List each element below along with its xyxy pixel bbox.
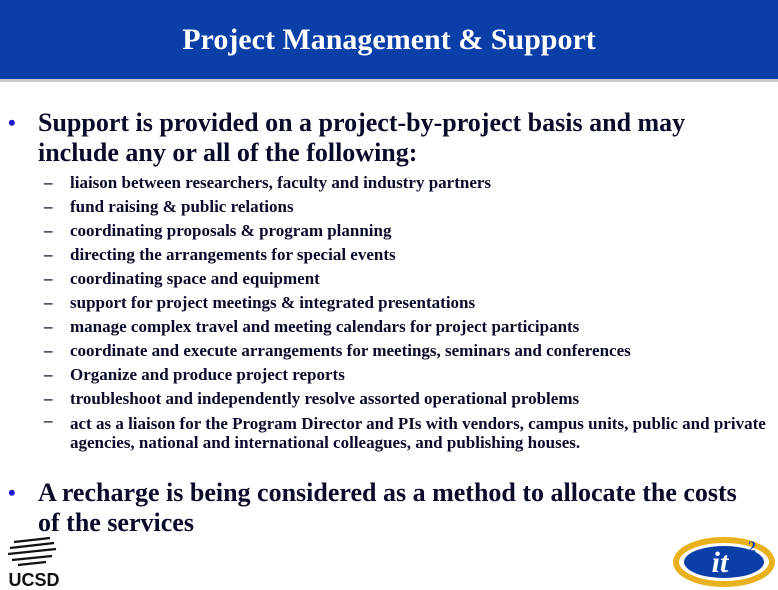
dash-marker: – xyxy=(44,173,53,192)
title-bar xyxy=(0,0,778,82)
dash-marker: – xyxy=(44,411,53,430)
it2-logo xyxy=(668,528,776,590)
sub-item: – coordinating space and equipment xyxy=(44,267,774,291)
sub-item-list xyxy=(44,171,774,452)
dash-marker: – xyxy=(44,317,53,336)
sub-item: – coordinate and execute arrangements for meetings, seminars and conferences xyxy=(44,339,774,363)
dash-marker: – xyxy=(44,197,53,216)
sub-item: – liaison between researchers, faculty and industry partners xyxy=(44,171,774,195)
dash-marker: – xyxy=(44,221,53,240)
slide-title: Project Management & Support xyxy=(182,23,596,56)
ucsd-logo xyxy=(0,532,68,590)
it2-logo-superscript: 2 xyxy=(748,539,756,556)
sub-item: – support for project meetings & integrated presentations xyxy=(44,291,774,315)
ucsd-emblem-icon xyxy=(8,538,56,565)
dash-marker: – xyxy=(44,245,53,264)
ucsd-logo-text: UCSD xyxy=(8,570,60,590)
sub-item: – Organize and produce project reports xyxy=(44,363,774,387)
bullet-recharge-text: A recharge is being considered as a method to allocate the costs of the services xyxy=(38,478,737,537)
sub-item: – directing the arrangements for special events xyxy=(44,243,774,267)
bullet-marker: • xyxy=(8,480,16,505)
dash-marker: – xyxy=(44,269,53,288)
dash-marker: – xyxy=(44,365,53,384)
sub-item: – act as a liaison for the Program Director and PIs with vendors, campus units, public and private agencies, national and international colleagues, and publishing houses. xyxy=(44,411,766,452)
dash-marker: – xyxy=(44,293,53,312)
it2-logo-text: it xyxy=(711,546,729,579)
bullet-support-text: Support is provided on a project-by-project basis and may include any or all of the following: xyxy=(38,108,686,167)
dash-marker: – xyxy=(44,341,53,360)
bullet-marker: • xyxy=(8,110,16,135)
dash-marker: – xyxy=(44,389,53,408)
sub-item: – coordinating proposals & program planning xyxy=(44,219,774,243)
sub-item: – fund raising & public relations xyxy=(44,195,774,219)
sub-item: – manage complex travel and meeting calendars for project participants xyxy=(44,315,774,339)
sub-item: – troubleshoot and independently resolve assorted operational problems xyxy=(44,387,774,411)
